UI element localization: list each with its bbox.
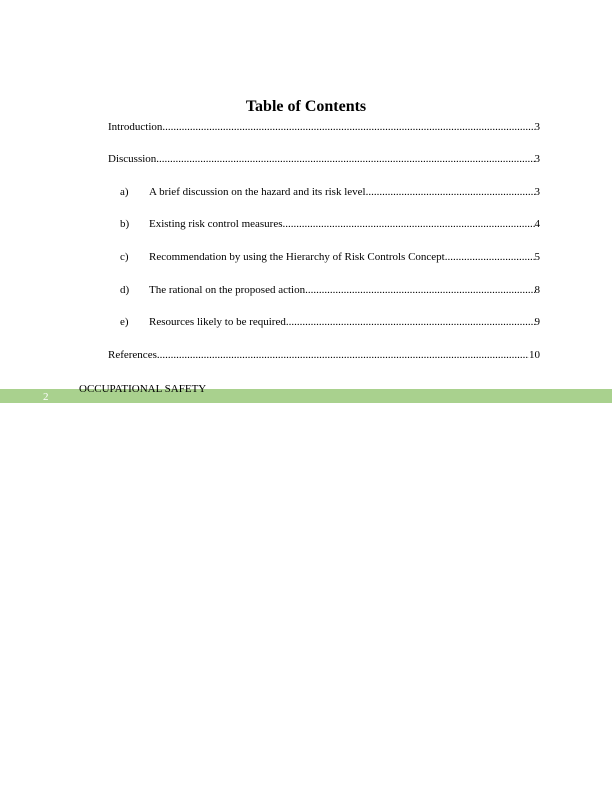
toc-entry-label: A brief discussion on the hazard and its risk level [149, 186, 366, 198]
toc-page-number: 5 [534, 251, 540, 263]
toc-entry-introduction[interactable] [108, 120, 540, 134]
toc-page-number: 3 [534, 153, 540, 165]
toc-entry-marker: d) [120, 284, 130, 296]
toc-entry-label: Discussion [108, 153, 157, 165]
toc-page-number: 4 [534, 218, 540, 230]
toc-entry-rational[interactable] [120, 283, 540, 297]
toc-dot-leader [156, 152, 534, 166]
toc-page-number: 10 [529, 349, 540, 361]
toc-entry-label: Recommendation by using the Hierarchy of Risk Controls Concept [149, 251, 445, 263]
toc-dot-leader [157, 348, 529, 362]
toc-entry-label: Existing risk control measures [149, 218, 283, 230]
toc-page-number: 8 [534, 284, 540, 296]
toc-entry-existing-controls[interactable] [120, 217, 540, 231]
toc-entry-label: Resources likely to be required [149, 316, 286, 328]
toc-page-number: 9 [534, 316, 540, 328]
toc-entry-label: References [108, 349, 157, 361]
toc-entry-resources[interactable] [120, 315, 540, 329]
toc-entry-discussion[interactable] [108, 152, 540, 166]
toc-entry-references[interactable] [108, 348, 540, 362]
toc-entry-marker: a) [120, 186, 129, 198]
toc-dot-leader [286, 315, 535, 329]
toc-dot-leader [445, 250, 535, 264]
toc-entry-marker: b) [120, 218, 130, 230]
toc-dot-leader [162, 120, 534, 134]
toc-page-number: 3 [534, 186, 540, 198]
toc-title: Table of Contents [245, 98, 367, 115]
page-number: 2 [43, 391, 49, 403]
toc-entry-label: Introduction [108, 121, 163, 133]
toc-page-number: 3 [534, 121, 540, 133]
toc-entry-hazard-discussion[interactable] [120, 185, 540, 199]
toc-entry-label: The rational on the proposed action [149, 284, 306, 296]
toc-entry-marker: e) [120, 316, 129, 328]
toc-entry-recommendation[interactable] [120, 250, 540, 264]
running-head: OCCUPATIONAL SAFETY [79, 383, 207, 395]
toc-entry-marker: c) [120, 251, 129, 263]
toc-dot-leader [305, 283, 534, 297]
toc-dot-leader [283, 217, 535, 231]
toc-dot-leader [366, 185, 535, 199]
